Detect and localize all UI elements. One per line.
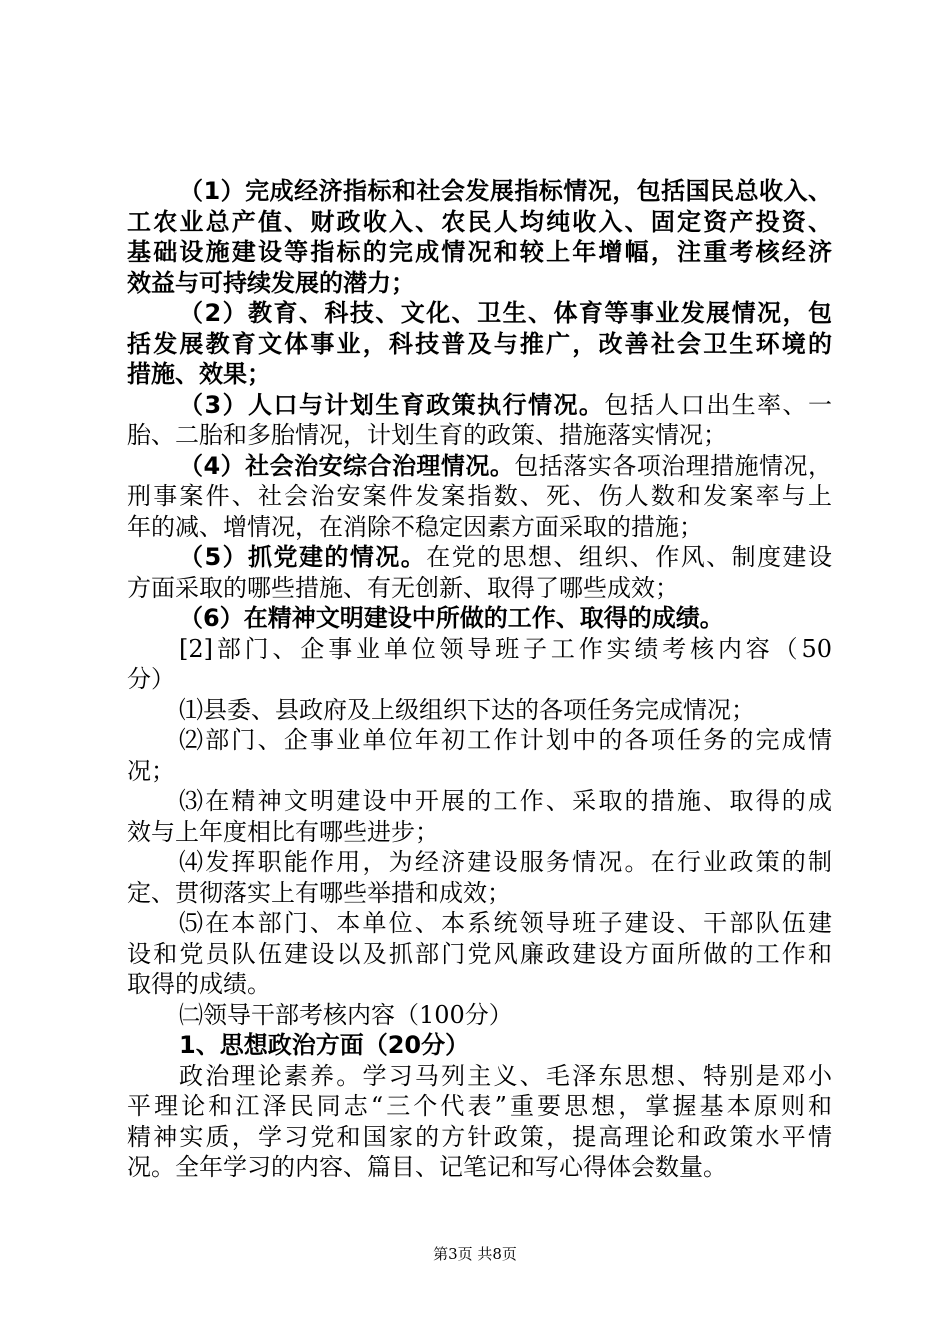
political-text-line-2: 平理论和江泽民同志“三个代表”重要思想，掌握基本原则和	[127, 1092, 832, 1120]
item-5-line-1	[127, 542, 832, 573]
item-4-text: 包括落实各项治理措施情况，	[514, 451, 832, 480]
item-1-line-2: 工农业总产值、财政收入、农民人均纯收入、固定资产投资、	[127, 207, 832, 236]
item-4-line-1	[127, 451, 832, 482]
section-2-item-5-line-3: 取得的成绩。	[127, 970, 271, 998]
political-text-line-3: 精神实质，学习党和国家的方针政策，提高理论和政策水平情	[127, 1122, 832, 1151]
item-4-line-3: 年的减、增情况，在消除不稳定因素方面采取的措施；	[127, 512, 703, 541]
political-text-line-1: 政治理论素养。学习马列主义、毛泽东思想、特别是邓小	[179, 1061, 832, 1090]
section-2-item-1: ⑴县委、县政府及上级组织下达的各项任务完成情况；	[179, 695, 755, 724]
section-2-item-2-line-2: 况；	[127, 756, 175, 785]
section-2-item-5-line-1: ⑸在本部门、本单位、本系统领导班子建设、干部队伍建	[179, 909, 832, 937]
section-2-item-2-line-1: ⑵部门、企事业单位年初工作计划中的各项任务的完成情	[179, 726, 832, 754]
item-3-line-2: 胎、二胎和多胎情况，计划生育的政策、措施落实情况；	[127, 421, 727, 449]
section-2-item-3-line-1: ⑶在精神文明建设中开展的工作、采取的措施、取得的成	[179, 787, 832, 815]
section-2-item-4-line-2: 定、贯彻落实上有哪些举措和成效；	[127, 878, 511, 907]
item-2-line-3: 措施、效果；	[127, 360, 271, 388]
item-1-line-1: （1）完成经济指标和社会发展指标情况，包括国民总收入、	[179, 177, 832, 205]
item-2-line-2: 括发展教育文体事业，科技普及与推广，改善社会卫生环境的	[127, 329, 832, 358]
item-6-line: （6）在精神文明建设中所做的工作、取得的成绩。	[179, 604, 724, 632]
item-3-text: 包括人口出生率、一	[604, 390, 832, 419]
item-5-line-2: 方面采取的哪些措施、有无创新、取得了哪些成效；	[127, 573, 679, 602]
political-subsection-title: 1、思想政治方面（20分）	[179, 1031, 470, 1059]
item-5-heading: （5）抓党建的情况。	[179, 543, 427, 571]
section-2-title-line-1: [2]部门、企事业单位领导班子工作实绩考核内容（50	[179, 634, 832, 663]
section-2-item-5-line-2: 设和党员队伍建设以及抓部门党风廉政建设方面所做的工作和	[127, 939, 832, 968]
document-body	[127, 176, 832, 1183]
item-1-line-3: 基础设施建设等指标的完成情况和较上年增幅，注重考核经济	[127, 238, 832, 266]
item-3-heading: （3）人口与计划生育政策执行情况。	[179, 390, 605, 419]
section-2-item-4-line-1: ⑷发挥职能作用，为经济建设服务情况。在行业政策的制	[179, 848, 832, 876]
item-1-line-4: 效益与可持续发展的潜力；	[127, 268, 415, 297]
item-4-heading: （4）社会治安综合治理情况。	[179, 451, 515, 480]
section-2-item-3-line-2: 效与上年度相比有哪些进步；	[127, 817, 439, 846]
page-number-footer: 第3页 共8页	[433, 1245, 517, 1263]
item-5-text: 在党的思想、组织、作风、制度建设	[426, 543, 832, 571]
item-3-line-1	[127, 390, 832, 421]
item-2-line-1: （2）教育、科技、文化、卫生、体育等事业发展情况，包	[179, 299, 832, 327]
political-text-line-4: 况。全年学习的内容、篇目、记笔记和写心得体会数量。	[127, 1153, 727, 1181]
cadre-section-title: ㈡领导干部考核内容（100分）	[179, 1000, 513, 1029]
item-4-line-2: 刑事案件、社会治安案件发案指数、死、伤人数和发案率与上	[127, 482, 832, 510]
section-2-title-line-2: 分）	[127, 665, 175, 693]
